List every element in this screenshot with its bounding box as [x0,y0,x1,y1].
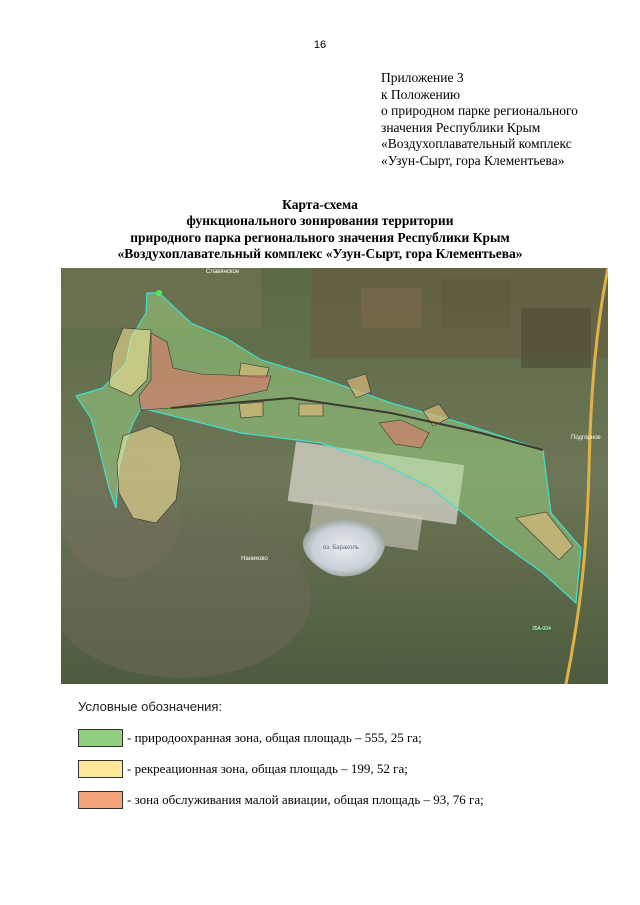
legend-text: - природоохранная зона, общая площадь – 555, 25 га; [127,730,422,745]
document-title [0,197,640,263]
map-label-lake: оз. Бараколь [323,545,359,551]
title-line: природного парка регионального значения Республики Крым [130,229,510,245]
map-label-village-right: Подгорное [571,435,601,441]
appendix-line: «Воздухоплавательный комплекс [381,136,572,152]
zoning-map-svg [61,268,608,684]
legend-row-protected [78,729,598,749]
legend-text: - зона обслуживания малой авиации, общая площадь – 93, 76 га; [127,792,484,807]
title-line: функционального зонирования территории [186,213,454,229]
legend-title: Условные обозначения: [78,699,223,714]
appendix-line: к Положению [381,86,461,102]
map-label-road: 35А-004 [532,626,551,632]
field [441,278,511,328]
appendix-line: «Узун-Сырт, гора Клементьева» [381,152,565,168]
title-line: «Воздухоплавательный комплекс «Узун-Сырт, гора Клементьева» [117,246,523,262]
title-line: Карта-схема [282,197,358,212]
legend-swatch-recreation [78,760,123,778]
appendix-line: Приложение 3 [381,70,464,85]
map-label-village-left: Наниково [241,556,268,562]
legend-row-aviation [78,791,598,811]
zoning-map [61,268,608,684]
start-marker [156,290,162,296]
recreation-zone-area [299,404,323,416]
map-label-village-top: Славянское [206,269,240,275]
field [521,308,591,368]
appendix-line: значения Республики Крым [381,119,541,135]
appendix-line: о природном парке регионального [381,103,578,119]
appendix-block [381,70,631,170]
legend-text: - рекреационная зона, общая площадь – 199, 52 га; [127,761,408,776]
field [361,288,421,328]
legend-swatch-aviation [78,791,123,809]
page-number: 16 [313,39,327,51]
recreation-zone-area [239,402,263,418]
legend-row-recreation [78,760,598,780]
legend-swatch-protected [78,729,123,747]
